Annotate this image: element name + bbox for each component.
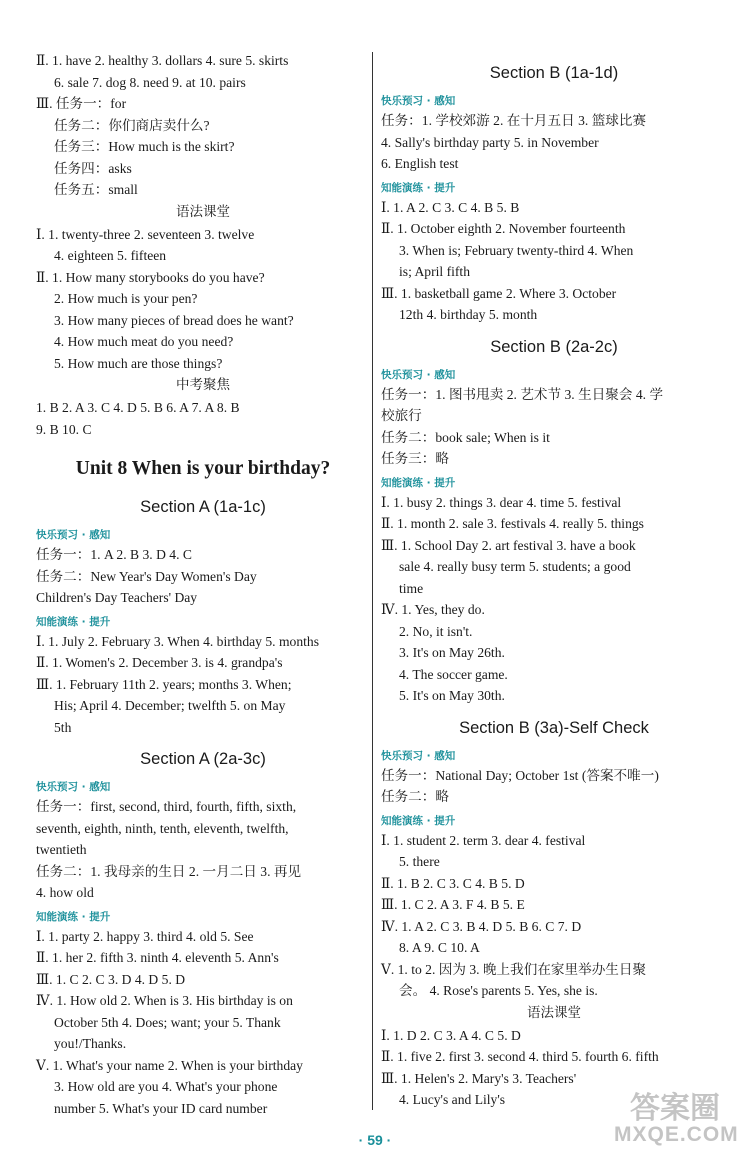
answer-line: 1. B 2. A 3. C 4. D 5. B 6. A 7. A 8. B bbox=[36, 400, 240, 415]
answer-line: Children's Day Teachers' Day bbox=[36, 590, 198, 605]
section-heading: Section B (2a-2c) bbox=[490, 337, 618, 356]
answer-line: 4. Lucy's and Lily's bbox=[399, 1092, 506, 1107]
answer-line: 5. How much are those things? bbox=[54, 355, 223, 371]
answer-line: 任务三：略 bbox=[381, 451, 449, 466]
answer-line: Ⅱ. 1. month 2. sale 3. festivals 4. really 5. things bbox=[381, 516, 644, 531]
answer-line: Ⅰ. 1. twenty-three 2. seventeen 3. twelve bbox=[36, 226, 255, 242]
subsection-heading: 语法课堂 bbox=[176, 203, 230, 220]
answer-line: 6. English test bbox=[381, 156, 459, 171]
answer-line: time bbox=[399, 580, 424, 596]
answer-line: 3. It's on May 26th. bbox=[399, 645, 505, 660]
part-label: 快乐预习 · 感知 bbox=[381, 368, 456, 381]
answer-line: 任务四：asks bbox=[54, 160, 132, 176]
answer-line: 任务二：1. 我母亲的生日 2. 一月二日 3. 再见 bbox=[36, 863, 302, 879]
answer-line: Ⅲ. 任务一：for bbox=[36, 96, 127, 111]
answer-line: 4. Sally's birthday party 5. in November bbox=[381, 134, 599, 150]
answer-line: 5th bbox=[54, 719, 72, 735]
answer-line: Ⅰ. 1. party 2. happy 3. third 4. old 5. See bbox=[36, 928, 254, 944]
answer-line: 5. It's on May 30th. bbox=[399, 688, 505, 703]
answer-line: number 5. What's your ID card number bbox=[54, 1100, 268, 1116]
answer-line: 任务一：first, second, third, fourth, fifth, sixth, bbox=[36, 799, 297, 814]
answer-line: 8. A 9. C 10. A bbox=[399, 940, 480, 955]
answer-line: 校旅行 bbox=[381, 408, 422, 423]
answer-line: Ⅲ. 1. C 2. A 3. F 4. B 5. E bbox=[381, 897, 525, 912]
part-label: 快乐预习 · 感知 bbox=[381, 95, 456, 107]
answer-line: October 5th 4. Does; want; your 5. Thank bbox=[54, 1014, 281, 1030]
answer-line: 任务二：你们商店卖什么? bbox=[54, 117, 210, 133]
part-label: 快乐预习 · 感知 bbox=[36, 781, 111, 793]
answer-line: Ⅱ. 1. Women's 2. December 3. is 4. grandpa's bbox=[36, 655, 283, 670]
answer-line: 3. How many pieces of bread does he want? bbox=[54, 312, 294, 328]
answer-line: Ⅲ. 1. February 11th 2. years; months 3. When; bbox=[36, 676, 292, 692]
answer-line: Ⅴ. 1. What's your name 2. When is your birthday bbox=[36, 1057, 303, 1073]
answer-line: 任务三：How much is the skirt? bbox=[54, 139, 235, 154]
part-label: 知能演练 · 提升 bbox=[36, 615, 111, 628]
answer-line: 4. eighteen 5. fifteen bbox=[54, 248, 167, 263]
part-label: 快乐预习 · 感知 bbox=[381, 749, 456, 762]
answer-line: Ⅲ. 1. Helen's 2. Mary's 3. Teachers' bbox=[381, 1070, 577, 1086]
answer-line: 6. sale 7. dog 8. need 9. at 10. pairs bbox=[54, 74, 246, 90]
answer-line: 任务一：1. A 2. B 3. D 4. C bbox=[36, 547, 192, 562]
answer-line: sale 4. really busy term 5. students; a good bbox=[399, 559, 631, 574]
part-label: 知能演练 · 提升 bbox=[381, 814, 456, 827]
section-heading: Section B (3a)-Self Check bbox=[459, 718, 649, 737]
answer-line: Ⅱ. 1. have 2. healthy 3. dollars 4. sure 5. skirts bbox=[36, 53, 289, 68]
part-label: 知能演练 · 提升 bbox=[381, 476, 456, 489]
answer-line: Ⅳ. 1. Yes, they do. bbox=[381, 602, 485, 617]
answer-line: is; April fifth bbox=[399, 264, 470, 279]
answer-line: Ⅲ. 1. C 2. C 3. D 4. D 5. D bbox=[36, 971, 186, 987]
section-heading: Section A (2a-3c) bbox=[140, 750, 266, 768]
answer-line: Ⅰ. 1. busy 2. things 3. dear 4. time 5. festival bbox=[381, 494, 622, 510]
section-heading: Section A (1a-1c) bbox=[140, 498, 266, 516]
answer-line: 3. How old are you 4. What's your phone bbox=[54, 1079, 278, 1094]
subsection-heading: 语法课堂 bbox=[527, 1004, 581, 1021]
answer-line: 任务二：New Year's Day Women's Day bbox=[36, 568, 257, 584]
answer-line: Ⅰ. 1. A 2. C 3. C 4. B 5. B bbox=[381, 199, 520, 215]
answer-line: 任务：1. 学校郊游 2. 在十月五日 3. 篮球比赛 bbox=[381, 113, 647, 128]
part-label: 快乐预习 · 感知 bbox=[36, 529, 111, 541]
answer-line: Ⅲ. 1. School Day 2. art festival 3. have a book bbox=[381, 537, 636, 553]
answer-line: Ⅱ. 1. October eighth 2. November fourteenth bbox=[381, 221, 626, 236]
answer-line: 会。 4. Rose's parents 5. Yes, she is. bbox=[399, 983, 598, 998]
part-label: 知能演练 · 提升 bbox=[381, 181, 456, 194]
answer-line: 2. How much is your pen? bbox=[54, 291, 198, 306]
watermark-text: MXQE.COM bbox=[614, 1123, 739, 1146]
section-heading: Section B (1a-1d) bbox=[489, 64, 619, 82]
answer-line: His; April 4. December; twelfth 5. on May bbox=[54, 698, 286, 713]
subsection-heading: 中考聚焦 bbox=[176, 377, 230, 393]
answer-line: Ⅴ. 1. to 2. 因为 3. 晚上我们在家里举办生日聚 bbox=[381, 961, 647, 977]
answer-line: 5. there bbox=[399, 854, 440, 869]
answer-line: 任务一：1. 图书甩卖 2. 艺术节 3. 生日聚会 4. 学 bbox=[381, 386, 664, 402]
answer-line: 任务五：small bbox=[54, 182, 138, 197]
part-label: 知能演练 · 提升 bbox=[36, 910, 111, 923]
answer-line: 4. how old bbox=[36, 885, 94, 900]
answer-line: Ⅱ. 1. her 2. fifth 3. ninth 4. eleventh 5. Ann's bbox=[36, 950, 279, 965]
answer-line: you!/Thanks. bbox=[54, 1036, 127, 1051]
watermark-mark: 答案圈 bbox=[630, 1091, 720, 1126]
answer-line: 4. The soccer game. bbox=[399, 666, 508, 682]
answer-line: 任务二：book sale; When is it bbox=[381, 429, 550, 445]
answer-line: Ⅱ. 1. B 2. C 3. C 4. B 5. D bbox=[381, 875, 525, 891]
answer-line: Ⅲ. 1. basketball game 2. Where 3. October bbox=[381, 285, 617, 301]
column-divider bbox=[372, 52, 373, 1110]
answer-line: seventh, eighth, ninth, tenth, eleventh, twelfth, bbox=[36, 820, 289, 836]
unit-title: Unit 8 When is your birthday? bbox=[75, 458, 331, 479]
answer-line: 任务二：略 bbox=[381, 789, 449, 804]
answer-line: Ⅱ. 1. five 2. first 3. second 4. third 5. fourth 6. fifth bbox=[381, 1049, 659, 1064]
answer-line: Ⅰ. 1. D 2. C 3. A 4. C 5. D bbox=[381, 1027, 521, 1043]
answer-line: 4. How much meat do you need? bbox=[54, 334, 234, 349]
watermark-logo bbox=[600, 1081, 740, 1151]
answer-line: Ⅱ. 1. How many storybooks do you have? bbox=[36, 269, 265, 285]
left-column bbox=[36, 50, 370, 1119]
answer-line: Ⅰ. 1. July 2. February 3. When 4. birthday 5. months bbox=[36, 633, 320, 649]
answer-line: 2. No, it isn't. bbox=[399, 623, 473, 639]
answer-line: 9. B 10. C bbox=[36, 421, 92, 437]
right-column bbox=[381, 50, 727, 1111]
answer-line: 3. When is; February twenty-third 4. When bbox=[399, 242, 634, 258]
answer-line: Ⅰ. 1. student 2. term 3. dear 4. festival bbox=[381, 832, 586, 848]
answer-line: twentieth bbox=[36, 842, 87, 857]
answer-line: Ⅳ. 1. How old 2. When is 3. His birthday is on bbox=[36, 993, 293, 1008]
answer-line: Ⅳ. 1. A 2. C 3. B 4. D 5. B 6. C 7. D bbox=[381, 918, 582, 934]
page-number: · 59 · bbox=[358, 1132, 392, 1148]
answer-line: 12th 4. birthday 5. month bbox=[399, 307, 538, 322]
answer-line: 任务一：National Day; October 1st (答案不唯一) bbox=[381, 767, 659, 783]
